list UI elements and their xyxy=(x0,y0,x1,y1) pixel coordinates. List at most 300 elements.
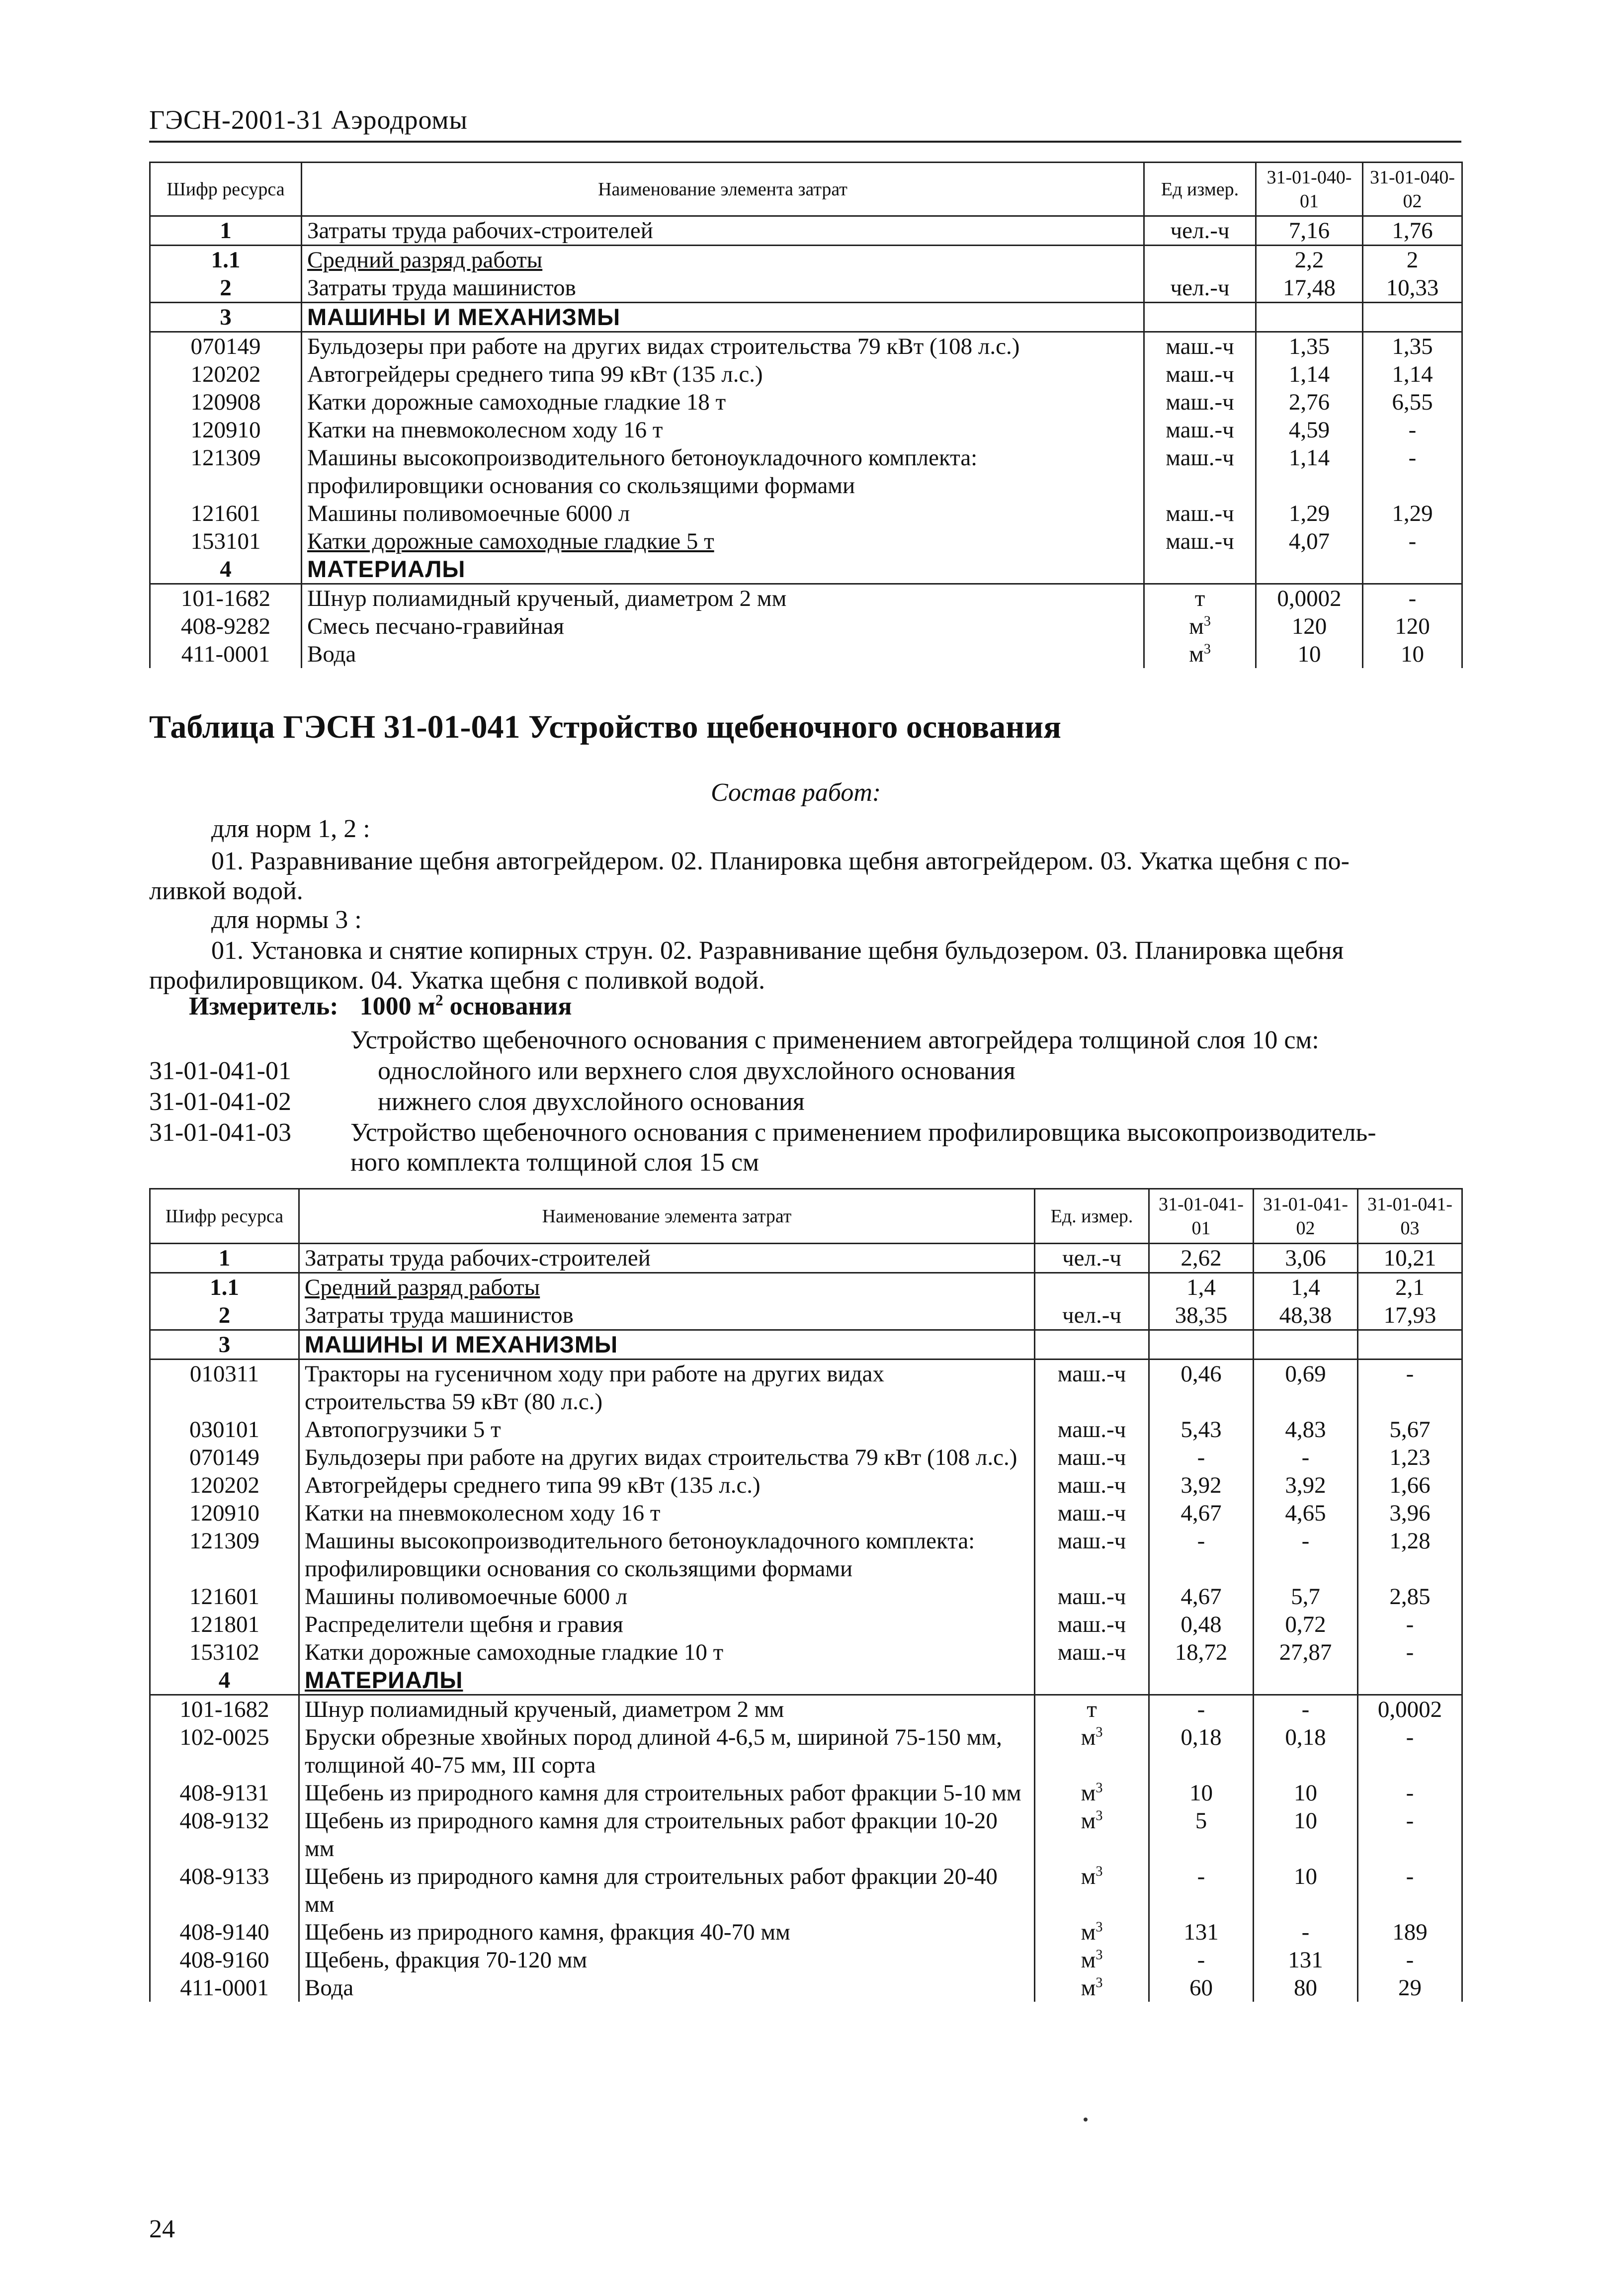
cubic-superscript: 3 xyxy=(1096,1975,1103,1991)
cell-value-2: 2 xyxy=(1363,246,1462,274)
cell-code: 1.1 xyxy=(150,1273,299,1302)
cell-value-1: 18,72 xyxy=(1149,1638,1254,1666)
cell-unit xyxy=(1035,1416,1149,1444)
cell-value-1: 7,16 xyxy=(1256,216,1363,246)
cell-value-3: 17,93 xyxy=(1358,1301,1462,1330)
cell-unit xyxy=(1144,555,1256,584)
cell-value-3: 10,21 xyxy=(1358,1244,1462,1273)
cell-value-2: 1,35 xyxy=(1363,332,1462,361)
cell-value-3: - xyxy=(1358,1807,1462,1863)
table-row xyxy=(150,303,1462,332)
cell-value-2: - xyxy=(1363,444,1462,500)
cell-code: 121309 xyxy=(150,444,302,500)
norm-3-label: для нормы 3 : xyxy=(211,906,362,934)
cell-unit-text: маш.-ч xyxy=(1166,334,1234,359)
cell-unit-text: т xyxy=(1194,586,1205,611)
cell-value-1 xyxy=(1149,1330,1254,1360)
cell-code: 408-9132 xyxy=(150,1807,299,1863)
cell-name-text: Машины высокопроизводительного бетоноукладочного комплекта: профилировщики основания со скользящими формами xyxy=(307,445,978,499)
cell-code: 3 xyxy=(150,1330,299,1360)
cell-value-1: 1,14 xyxy=(1256,444,1363,500)
cell-code: 121601 xyxy=(150,500,302,527)
cell-name-text: Щебень из природного камня для строительных работ фракции 10-20 мм xyxy=(305,1808,998,1862)
cell-unit xyxy=(1035,1273,1149,1302)
table-row xyxy=(150,527,1462,555)
cell-unit xyxy=(1144,584,1256,613)
cell-name-text: Затраты труда машинистов xyxy=(307,275,576,301)
cell-name xyxy=(299,1416,1035,1444)
cell-unit xyxy=(1144,246,1256,274)
cell-name-text: Шнур полиамидный крученый, диаметром 2 мм xyxy=(307,586,787,611)
cell-unit xyxy=(1035,1527,1149,1583)
cell-name-text: МАТЕРИАЛЫ xyxy=(307,556,466,582)
cell-code: 2 xyxy=(150,274,302,303)
cell-unit xyxy=(1035,1444,1149,1471)
table-row xyxy=(150,640,1462,668)
cell-code: 408-9160 xyxy=(150,1946,299,1974)
cell-unit xyxy=(1035,1330,1149,1360)
table-row xyxy=(150,1471,1462,1499)
cell-name-text: Вода xyxy=(305,1975,354,2001)
cell-code: 4 xyxy=(150,555,302,584)
cell-code: 070149 xyxy=(150,1444,299,1471)
cell-code: 120910 xyxy=(150,416,302,444)
norm-code-3: 31-01-041-03 xyxy=(149,1118,291,1147)
cell-unit-text: м xyxy=(1081,1808,1096,1834)
cell-unit xyxy=(1035,1499,1149,1527)
cell-name xyxy=(299,1471,1035,1499)
cell-value-2: 4,83 xyxy=(1254,1416,1358,1444)
table-row xyxy=(150,1779,1462,1807)
cell-value-3: - xyxy=(1358,1779,1462,1807)
norms-12-text: 01. Разравнивание щебня автогрейдером. 02. Планировка щебня автогрейдером. 03. Укатка щебня с по- xyxy=(211,847,1350,875)
composition-label: Состав работ: xyxy=(711,778,881,807)
cell-unit xyxy=(1035,1918,1149,1946)
table-row xyxy=(150,444,1462,500)
norm-text-3: Устройство щебеночного основания с применением профилировщика высокопроизводитель- xyxy=(350,1118,1376,1147)
cell-code: 120202 xyxy=(150,1471,299,1499)
cell-code: 120908 xyxy=(150,388,302,416)
col-header-code: Шифр ресурса xyxy=(150,1189,299,1244)
cell-value-2: 0,18 xyxy=(1254,1723,1358,1779)
cell-value-2: 131 xyxy=(1254,1946,1358,1974)
cell-name-text: Бруски обрезные хвойных пород длиной 4-6,5 м, шириной 75-150 мм, толщиной 40-75 мм, III сорта xyxy=(305,1724,1002,1778)
cell-name xyxy=(299,1499,1035,1527)
measure-label: Измеритель: xyxy=(189,992,338,1020)
cell-unit-text: маш.-ч xyxy=(1057,1500,1126,1526)
cell-unit-text: м xyxy=(1189,641,1204,667)
cell-unit xyxy=(1035,1471,1149,1499)
cell-unit-text: маш.-ч xyxy=(1166,501,1234,526)
cell-unit-text: м xyxy=(1081,1724,1096,1750)
cell-value-1: 2,76 xyxy=(1256,388,1363,416)
cell-code: 408-9131 xyxy=(150,1779,299,1807)
cell-value-2: 120 xyxy=(1363,612,1462,640)
cell-unit xyxy=(1035,1779,1149,1807)
table-row xyxy=(150,1583,1462,1611)
cell-unit-text: маш.-ч xyxy=(1166,389,1234,415)
cell-name xyxy=(302,332,1144,361)
cell-unit-text: м xyxy=(1081,1947,1096,1973)
stray-dot xyxy=(1084,2118,1088,2122)
cell-name xyxy=(299,1695,1035,1724)
cell-value-2: 80 xyxy=(1254,1974,1358,2002)
cell-name-text: Распределители щебня и гравия xyxy=(305,1612,623,1637)
cell-code: 153101 xyxy=(150,527,302,555)
cell-value-1: - xyxy=(1149,1695,1254,1724)
cell-name xyxy=(299,1638,1035,1666)
cell-value-1: 131 xyxy=(1149,1918,1254,1946)
cell-unit xyxy=(1144,444,1256,500)
cubic-superscript: 3 xyxy=(1096,1864,1103,1879)
cell-name-text: Затраты труда рабочих-строителей xyxy=(305,1245,651,1271)
cell-code: 4 xyxy=(150,1666,299,1695)
cell-unit xyxy=(1144,274,1256,303)
cell-code: 010311 xyxy=(150,1360,299,1416)
cell-value-2: 1,76 xyxy=(1363,216,1462,246)
table-row xyxy=(150,1638,1462,1666)
cell-name-text: Катки дорожные самоходные гладкие 18 т xyxy=(307,389,726,415)
cell-value-1 xyxy=(1256,555,1363,584)
cell-value-3: 1,23 xyxy=(1358,1444,1462,1471)
table-row xyxy=(150,216,1462,246)
cubic-superscript: 3 xyxy=(1096,1947,1103,1963)
cell-name xyxy=(299,1918,1035,1946)
table-row xyxy=(150,1444,1462,1471)
col-header-unit: Ед измер. xyxy=(1144,163,1256,216)
cell-name-text: Затраты труда рабочих-строителей xyxy=(307,218,653,244)
table-row xyxy=(150,1273,1462,1302)
cell-value-1: 38,35 xyxy=(1149,1301,1254,1330)
cell-code: 121309 xyxy=(150,1527,299,1583)
cell-value-1: 4,67 xyxy=(1149,1583,1254,1611)
cell-name-text: МАТЕРИАЛЫ xyxy=(305,1667,463,1693)
cell-value-1: - xyxy=(1149,1444,1254,1471)
cell-name xyxy=(299,1244,1035,1273)
cell-name-text: Катки на пневмоколесном ходу 16 т xyxy=(305,1500,661,1526)
cell-code: 153102 xyxy=(150,1638,299,1666)
cell-name-text: Шнур полиамидный крученый, диаметром 2 мм xyxy=(305,1697,784,1722)
cell-code: 070149 xyxy=(150,332,302,361)
table-row xyxy=(150,416,1462,444)
measure-value: 1000 м xyxy=(359,992,436,1020)
cell-name xyxy=(299,1444,1035,1471)
cell-name xyxy=(299,1360,1035,1416)
cell-value-1: 120 xyxy=(1256,612,1363,640)
table-row xyxy=(150,1301,1462,1330)
cell-unit xyxy=(1035,1666,1149,1695)
table-row xyxy=(150,1695,1462,1724)
cell-name-text: Щебень из природного камня для строительных работ фракции 20-40 мм xyxy=(305,1864,998,1917)
norm-text-2: нижнего слоя двухслойного основания xyxy=(378,1088,805,1116)
cell-value-1: - xyxy=(1149,1527,1254,1583)
cell-value-2 xyxy=(1254,1330,1358,1360)
cell-unit xyxy=(1035,1360,1149,1416)
table-row xyxy=(150,1330,1462,1360)
cell-name-text: Автогрейдеры среднего типа 99 кВт (135 л.с.) xyxy=(305,1472,760,1498)
cell-value-2: - xyxy=(1254,1527,1358,1583)
cell-name xyxy=(299,1666,1035,1695)
table-row xyxy=(150,1863,1462,1918)
table-row xyxy=(150,1918,1462,1946)
table-title: Таблица ГЭСН 31-01-041 Устройство щебеночного основания xyxy=(149,709,1061,745)
cell-name xyxy=(299,1779,1035,1807)
cell-value-1 xyxy=(1256,303,1363,332)
cell-name-text: Смесь песчано-гравийная xyxy=(307,613,564,639)
cell-value-3: - xyxy=(1358,1946,1462,1974)
cell-value-1: 1,35 xyxy=(1256,332,1363,361)
measure-line xyxy=(189,992,572,1021)
col-header-norm-1: 31-01-041-01 xyxy=(1149,1189,1254,1244)
cell-code: 121601 xyxy=(150,1583,299,1611)
cell-unit-text: м xyxy=(1081,1975,1096,2001)
cell-name-text: Катки дорожные самоходные гладкие 5 т xyxy=(307,528,714,554)
measure-tail: основания xyxy=(443,992,572,1020)
cell-name xyxy=(299,1611,1035,1638)
cell-value-2: - xyxy=(1254,1695,1358,1724)
norm-3-text: 01. Установка и снятие копирных струн. 02. Разравнивание щебня бульдозером. 03. Планировка щебня xyxy=(211,936,1344,965)
cell-value-3: 3,96 xyxy=(1358,1499,1462,1527)
cell-unit xyxy=(1144,216,1256,246)
cell-value-3: - xyxy=(1358,1360,1462,1416)
cell-code: 120910 xyxy=(150,1499,299,1527)
cell-value-2: 1,29 xyxy=(1363,500,1462,527)
cell-value-1: 2,2 xyxy=(1256,246,1363,274)
cell-unit xyxy=(1144,332,1256,361)
cell-value-2: 5,7 xyxy=(1254,1583,1358,1611)
col-header-name: Наименование элемента затрат xyxy=(302,163,1144,216)
resource-table-040 xyxy=(149,162,1463,668)
cell-name-text: Бульдозеры при работе на других видах строительства 79 кВт (108 л.с.) xyxy=(307,334,1020,359)
cell-value-1: 10 xyxy=(1149,1779,1254,1807)
cell-unit-text: маш.-ч xyxy=(1166,417,1234,443)
cell-name-text: Автогрейдеры среднего типа 99 кВт (135 л.с.) xyxy=(307,361,763,387)
table-row xyxy=(150,360,1462,388)
running-header: ГЭСН-2001-31 Аэродромы xyxy=(149,105,468,135)
cell-value-2: - xyxy=(1363,416,1462,444)
cell-name-text: МАШИНЫ И МЕХАНИЗМЫ xyxy=(305,1331,618,1358)
cell-name-text: Машины поливомоечные 6000 л xyxy=(307,501,630,526)
cell-value-3: 29 xyxy=(1358,1974,1462,2002)
cell-unit xyxy=(1144,388,1256,416)
cell-value-1: 0,46 xyxy=(1149,1360,1254,1416)
cell-name xyxy=(302,216,1144,246)
cell-name-text: Автопогрузчики 5 т xyxy=(305,1417,501,1443)
cell-name xyxy=(299,1863,1035,1918)
cell-code: 120202 xyxy=(150,360,302,388)
table-row xyxy=(150,500,1462,527)
norm-code-1: 31-01-041-01 xyxy=(149,1057,291,1085)
page-number: 24 xyxy=(149,2215,175,2243)
cell-value-1: 3,92 xyxy=(1149,1471,1254,1499)
cell-unit xyxy=(1144,527,1256,555)
cell-name xyxy=(302,444,1144,500)
cell-value-3: 189 xyxy=(1358,1918,1462,1946)
col-header-norm-1: 31-01-040-01 xyxy=(1256,163,1363,216)
cell-name xyxy=(302,360,1144,388)
cell-value-3: 0,0002 xyxy=(1358,1695,1462,1724)
table-row xyxy=(150,1360,1462,1416)
table-row xyxy=(150,388,1462,416)
cell-code: 411-0001 xyxy=(150,640,302,668)
cell-unit-text: маш.-ч xyxy=(1166,528,1234,554)
cell-unit-text: м xyxy=(1189,613,1204,639)
col-header-norm-3: 31-01-041-03 xyxy=(1358,1189,1462,1244)
cell-value-2: - xyxy=(1254,1444,1358,1471)
cell-value-3: 5,67 xyxy=(1358,1416,1462,1444)
cell-value-2: - xyxy=(1363,527,1462,555)
header-rule xyxy=(149,141,1461,143)
cell-value-3 xyxy=(1358,1666,1462,1695)
cell-name-text: Машины высокопроизводительного бетоноукладочного комплекта: профилировщики основания со скользящими формами xyxy=(305,1528,975,1582)
norms-12-label: для норм 1, 2 : xyxy=(211,815,370,843)
cell-code: 101-1682 xyxy=(150,1695,299,1724)
cell-name xyxy=(299,1974,1035,2002)
cell-unit xyxy=(1144,416,1256,444)
cell-name xyxy=(302,274,1144,303)
col-header-unit: Ед. измер. xyxy=(1035,1189,1149,1244)
cell-name xyxy=(299,1527,1035,1583)
cell-name-text: Катки дорожные самоходные гладкие 10 т xyxy=(305,1639,724,1665)
cell-unit-text: чел.-ч xyxy=(1170,275,1230,301)
resource-table-041 xyxy=(149,1188,1463,2002)
cubic-superscript: 3 xyxy=(1096,1919,1103,1935)
cell-value-2: 1,4 xyxy=(1254,1273,1358,1302)
cell-unit-text: маш.-ч xyxy=(1057,1584,1126,1610)
cell-unit xyxy=(1035,1638,1149,1666)
cell-unit xyxy=(1035,1583,1149,1611)
table-row xyxy=(150,1666,1462,1695)
cell-value-2: 6,55 xyxy=(1363,388,1462,416)
cell-unit xyxy=(1035,1611,1149,1638)
cell-unit-text: маш.-ч xyxy=(1057,1528,1126,1554)
cell-name xyxy=(302,612,1144,640)
cell-name-text: Тракторы на гусеничном ходу при работе на других видах строительства 59 кВт (80 л.с.) xyxy=(305,1361,885,1415)
table-row xyxy=(150,332,1462,361)
cell-name-text: Вода xyxy=(307,641,356,667)
cell-unit xyxy=(1035,1863,1149,1918)
cubic-superscript: 3 xyxy=(1203,641,1211,657)
table-row xyxy=(150,1244,1462,1273)
cell-value-1: 4,59 xyxy=(1256,416,1363,444)
cell-unit-text: маш.-ч xyxy=(1057,1612,1126,1637)
cell-name xyxy=(302,640,1144,668)
cubic-superscript: 3 xyxy=(1096,1780,1103,1796)
cell-value-3: 2,1 xyxy=(1358,1273,1462,1302)
cell-name xyxy=(302,246,1144,274)
cell-value-1: 10 xyxy=(1256,640,1363,668)
cell-name-text: Бульдозеры при работе на других видах строительства 79 кВт (108 л.с.) xyxy=(305,1445,1017,1470)
cubic-superscript: 3 xyxy=(1096,1808,1103,1824)
cell-value-2: 0,72 xyxy=(1254,1611,1358,1638)
cell-name xyxy=(299,1946,1035,1974)
cell-value-1 xyxy=(1149,1666,1254,1695)
cell-unit xyxy=(1144,360,1256,388)
table-row xyxy=(150,555,1462,584)
cell-unit-text: м xyxy=(1081,1919,1096,1945)
cell-value-2: 3,06 xyxy=(1254,1244,1358,1273)
cell-unit xyxy=(1144,500,1256,527)
cell-code: 2 xyxy=(150,1301,299,1330)
table-row xyxy=(150,1946,1462,1974)
cubic-superscript: 3 xyxy=(1096,1724,1103,1740)
cell-code: 1 xyxy=(150,1244,299,1273)
table-row xyxy=(150,1527,1462,1583)
cell-name xyxy=(299,1807,1035,1863)
cell-unit xyxy=(1035,1974,1149,2002)
cell-unit xyxy=(1035,1244,1149,1273)
cell-name-text: Средний разряд работы xyxy=(307,247,543,273)
cell-value-3: - xyxy=(1358,1863,1462,1918)
cell-code: 408-9140 xyxy=(150,1918,299,1946)
cubic-superscript: 3 xyxy=(1203,613,1211,629)
cell-code: 121801 xyxy=(150,1611,299,1638)
cell-code: 408-9133 xyxy=(150,1863,299,1918)
cell-unit xyxy=(1035,1723,1149,1779)
cell-value-2: 0,69 xyxy=(1254,1360,1358,1416)
cell-unit-text: чел.-ч xyxy=(1062,1245,1121,1271)
cell-unit xyxy=(1144,303,1256,332)
norm-3-text-cont: профилировщиком. 04. Укатка щебня с поливкой водой. xyxy=(149,966,765,995)
cell-code: 030101 xyxy=(150,1416,299,1444)
cell-name xyxy=(302,416,1144,444)
col-header-name: Наименование элемента затрат xyxy=(299,1189,1035,1244)
cell-value-2: 10 xyxy=(1254,1779,1358,1807)
table-row xyxy=(150,1499,1462,1527)
norm-code-2: 31-01-041-02 xyxy=(149,1088,291,1116)
cell-code: 3 xyxy=(150,303,302,332)
cell-value-3: 1,28 xyxy=(1358,1527,1462,1583)
cell-unit-text: маш.-ч xyxy=(1166,361,1234,387)
cell-value-1: 17,48 xyxy=(1256,274,1363,303)
cell-name xyxy=(302,388,1144,416)
col-header-norm-2: 31-01-040-02 xyxy=(1363,163,1462,216)
cell-code: 101-1682 xyxy=(150,584,302,613)
cell-value-1: 0,0002 xyxy=(1256,584,1363,613)
cell-name xyxy=(302,500,1144,527)
cell-value-3: - xyxy=(1358,1638,1462,1666)
cell-value-3: 1,66 xyxy=(1358,1471,1462,1499)
cell-value-2: - xyxy=(1254,1918,1358,1946)
cell-name xyxy=(302,584,1144,613)
cell-unit xyxy=(1035,1695,1149,1724)
table-row xyxy=(150,1723,1462,1779)
cell-value-1: 0,48 xyxy=(1149,1611,1254,1638)
cell-unit xyxy=(1144,612,1256,640)
cell-unit-text: т xyxy=(1087,1697,1097,1722)
cell-value-1: 1,4 xyxy=(1149,1273,1254,1302)
cell-code: 1 xyxy=(150,216,302,246)
cell-unit xyxy=(1144,640,1256,668)
cell-unit-text: маш.-ч xyxy=(1057,1472,1126,1498)
cell-name-text: Затраты труда машинистов xyxy=(305,1302,574,1328)
desc-intro: Устройство щебеночного основания с применением автогрейдера толщиной слоя 10 см: xyxy=(350,1026,1319,1054)
cell-value-1: 5,43 xyxy=(1149,1416,1254,1444)
table-row xyxy=(150,612,1462,640)
cell-unit-text: маш.-ч xyxy=(1057,1639,1126,1665)
cell-value-1: - xyxy=(1149,1946,1254,1974)
cell-value-2: 1,14 xyxy=(1363,360,1462,388)
cell-value-2: - xyxy=(1363,584,1462,613)
cell-value-3 xyxy=(1358,1330,1462,1360)
cell-value-2: 3,92 xyxy=(1254,1471,1358,1499)
norm-text-1: однослойного или верхнего слоя двухслойного основания xyxy=(378,1057,1015,1085)
cell-value-2: 10 xyxy=(1254,1863,1358,1918)
cell-name-text: Щебень из природного камня, фракция 40-70 мм xyxy=(305,1919,790,1945)
cell-value-2: 10 xyxy=(1363,640,1462,668)
cell-unit-text: м xyxy=(1081,1864,1096,1889)
cell-value-1: 4,07 xyxy=(1256,527,1363,555)
